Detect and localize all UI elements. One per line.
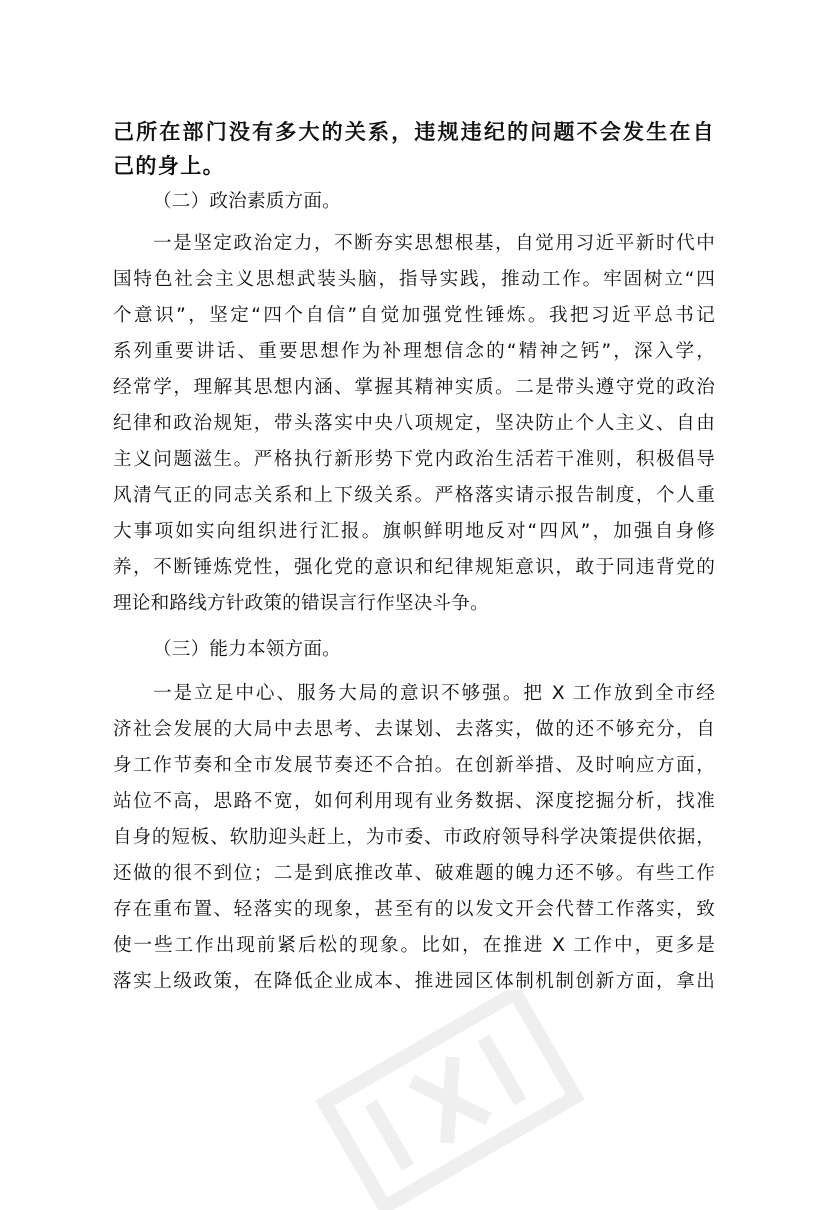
paragraph-line: 国特色社会主义思想武装头脑，指导实践，推动工作。牢固树立“四	[113, 269, 715, 290]
paragraph-line: 理论和路线方针政策的错误言行作坚决斗争。	[113, 593, 489, 614]
paragraph-line: 站位不高，思路不宽，如何利用现有业务数据、深度挖掘分析，找准	[113, 791, 715, 812]
paragraph-line: 主义问题滋生。严格执行新形势下党内政治生活若干准则，积极倡导	[113, 449, 715, 470]
paragraph-line: 风清气正的同志关系和上下级关系。严格落实请示报告制度，个人重	[113, 485, 715, 506]
section-heading-ability: （三）能力本领方面。	[153, 639, 341, 660]
paragraph-line: 大事项如实向组织进行汇报。旗帜鲜明地反对“四风”，加强自身修	[113, 521, 715, 542]
section-heading-political-quality: （二）政治素质方面。	[153, 191, 341, 212]
paragraph-line: 养，不断锤炼党性，强化党的意识和纪律规矩意识，敢于同违背党的	[113, 557, 715, 578]
paragraph-line: 济社会发展的大局中去思考、去谋划、去落实，做的还不够充分，自	[113, 719, 715, 740]
paragraph-line: 落实上级政策，在降低企业成本、推进园区体制机制创新方面，拿出	[113, 971, 715, 992]
paragraph-line: 身工作节奏和全市发展节奏还不合拍。在创新举措、及时响应方面，	[113, 755, 715, 776]
paragraph-line: 还做的很不到位；二是到底推改革、破难题的魄力还不够。有些工作	[113, 863, 715, 884]
paragraph-line: 一是坚定政治定力，不断夯实思想根基，自觉用习近平新时代中	[153, 233, 715, 254]
watermark-graphic	[300, 990, 600, 1210]
paragraph-line: 经常学，理解其思想内涵、掌握其精神实质。二是带头遵守党的政治	[113, 377, 715, 398]
paragraph-line: 纪律和政治规矩，带头落实中央八项规定，坚决防止个人主义、自由	[113, 413, 715, 434]
paragraph-line: 存在重布置、轻落实的现象，甚至有的以发文开会代替工作落实，致	[113, 899, 715, 920]
paragraph-line: 个意识”，坚定“四个自信”自觉加强党性锤炼。我把习近平总书记	[113, 305, 715, 326]
paragraph-line: 自身的短板、软肋迎头赶上，为市委、市政府领导科学决策提供依据，	[113, 827, 715, 848]
paragraph-line: 使一些工作出现前紧后松的现象。比如，在推进 X 工作中，更多是	[113, 935, 715, 956]
paragraph-line: 系列重要讲话、重要思想作为补理想信念的“精神之钙”，深入学，	[113, 341, 715, 362]
paragraph-line: 一是立足中心、服务大局的意识不够强。把 X 工作放到全市经	[153, 683, 715, 704]
intro-line-1: 己所在部门没有多大的关系，违规违纪的问题不会发生在自	[113, 120, 715, 144]
intro-line-2: 己的身上。	[113, 154, 225, 178]
